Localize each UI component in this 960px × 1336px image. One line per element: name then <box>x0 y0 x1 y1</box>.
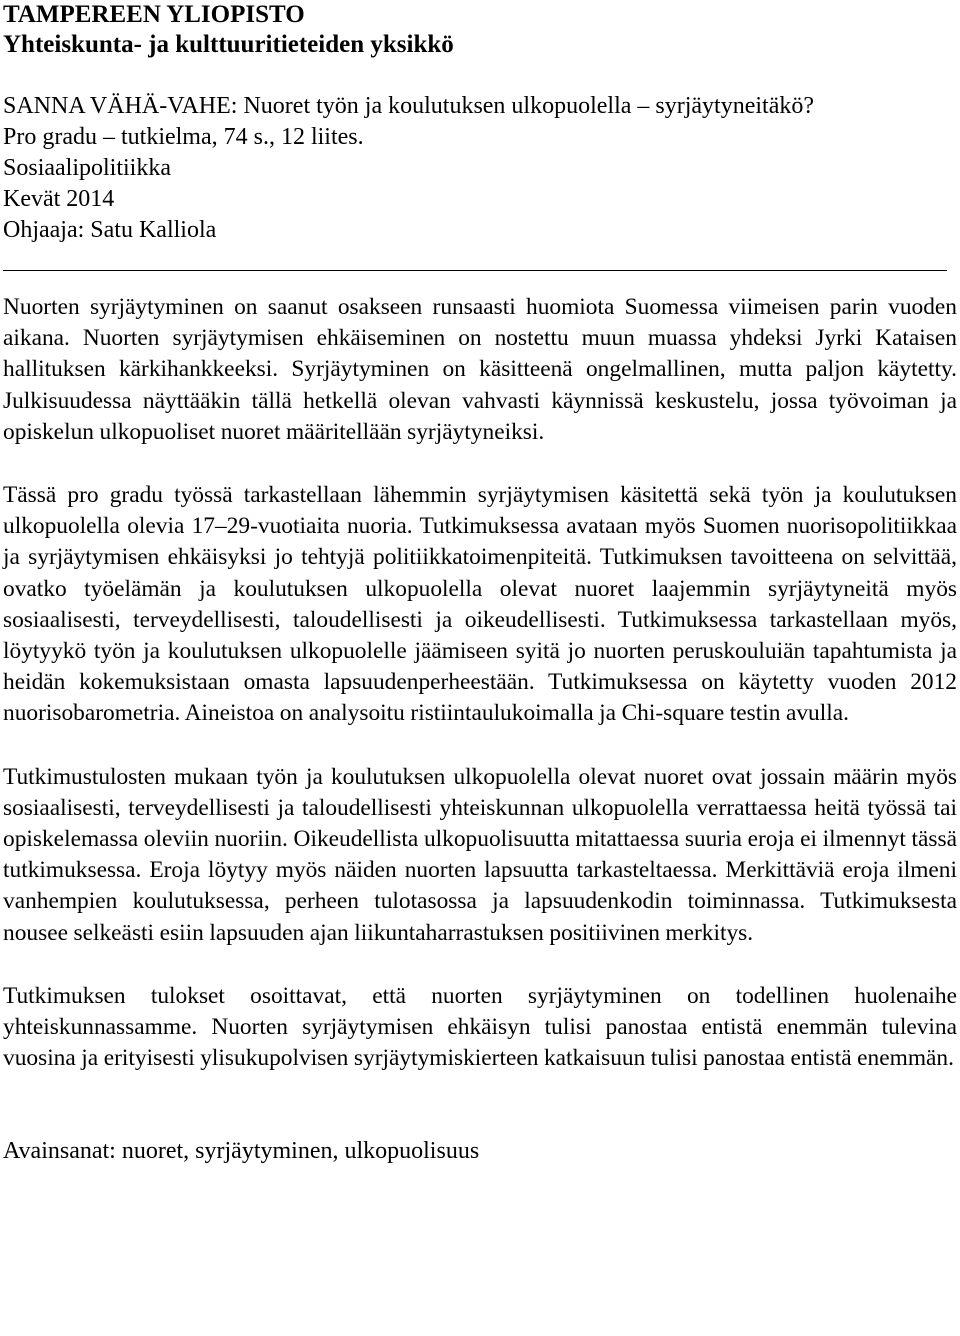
subject: Sosiaalipolitiikka <box>3 155 171 181</box>
faculty-unit: Yhteiskunta- ja kulttuuritieteiden yksikkö <box>3 31 454 58</box>
author-and-title: SANNA VÄHÄ-VAHE: Nuoret työn ja koulutuksen ulkopuolella – syrjäytyneitäkö? <box>3 93 815 119</box>
university-name: TAMPEREEN YLIOPISTO <box>3 1 305 28</box>
thesis-abstract-page <box>3 0 957 1167</box>
abstract-paragraph-1: Nuorten syrjäytyminen on saanut osakseen runsaasti huomiota Suomessa viimeisen parin vuoden aikana. Nuorten syrjäytymisen ehkäiseminen on nostettu muun muassa yhdeksi Jyrki Kataisen hallituksen kärkihankkeeksi. Syrjäytyminen on käsitteenä ongelmallinen, mutta paljon käytetty. Julkisuudessa näyttääkin tällä hetkellä olevan vahvasti käynnissä keskustelu, jossa työvoiman ja opiskelun ulkopuoliset nuoret määritellään syrjäytyneiksi. <box>3 294 957 445</box>
keywords: Avainsanat: nuoret, syrjäytyminen, ulkopuolisuus <box>3 1138 480 1165</box>
abstract-paragraph-4: Tutkimuksen tulokset osoittavat, että nuorten syrjäytyminen on todellinen huolenaihe yhteiskunnassamme. Nuorten syrjäytymisen ehkäisyn tulisi panostaa entistä enemmän tulevina vuosina ja erityisesti ylisukupolvisen syrjäytymiskierteen katkaisuun tulisi panostaa entistä enemmän. <box>3 982 957 1072</box>
supervisor: Ohjaaja: Satu Kalliola <box>3 217 217 243</box>
divider-line <box>3 270 947 271</box>
thesis-info: Pro gradu – tutkielma, 74 s., 12 liites. <box>3 124 364 150</box>
abstract-paragraph-3: Tutkimustulosten mukaan työn ja koulutuksen ulkopuolella olevat nuoret ovat jossain määrin myös sosiaalisesti, terveydellisesti ja taloudellisesti yhteiskunnan ulkopuolella verrattaessa heitä työssä tai opiskelemassa oleviin nuoriin. Oikeudellista ulkopuolisuutta mitattaessa suuria eroja ei ilmennyt tässä tutkimuksessa. Eroja löytyy myös näiden nuorten lapsuutta tarkasteltaessa. Merkittäviä eroja ilmeni vanhempien koulutuksessa, perheen tulotasossa ja lapsuudenkodin toiminnassa. Tutkimuksesta nousee selkeästi esiin lapsuuden ajan liikuntaharrastuksen positiivinen merkitys. <box>3 763 957 946</box>
term: Kevät 2014 <box>3 186 115 212</box>
abstract-paragraph-2: Tässä pro gradu työssä tarkastellaan lähemmin syrjäytymisen käsitettä sekä työn ja koulutuksen ulkopuolella olevia 17–29-vuotiaita nuoria. Tutkimuksessa avataan myös Suomen nuorisopolitiikkaa ja syrjäytymisen ehkäisyksi jo tehtyjä politiikkatoimenpiteitä. Tutkimuksen tavoitteena on selvittää, ovatko työelämän ja koulutuksen ulkopuolella olevat nuoret laajemmin syrjäytyneitä myös sosiaalisesti, terveydellisesti, taloudellisesti ja oikeudellisesti. Tutkimuksessa tarkastellaan myös, löytyykö työn ja koulutuksen ulkopuolelle jäämiseen syitä jo nuorten peruskouluiän tapahtumista ja heidän kokemuksistaan omasta lapsuudenperheestään. Tutkimuksessa on käytetty vuoden 2012 nuorisobarometria. Aineistoa on analysoitu ristiintaulukoimalla ja Chi-square testin avulla. <box>3 482 957 727</box>
